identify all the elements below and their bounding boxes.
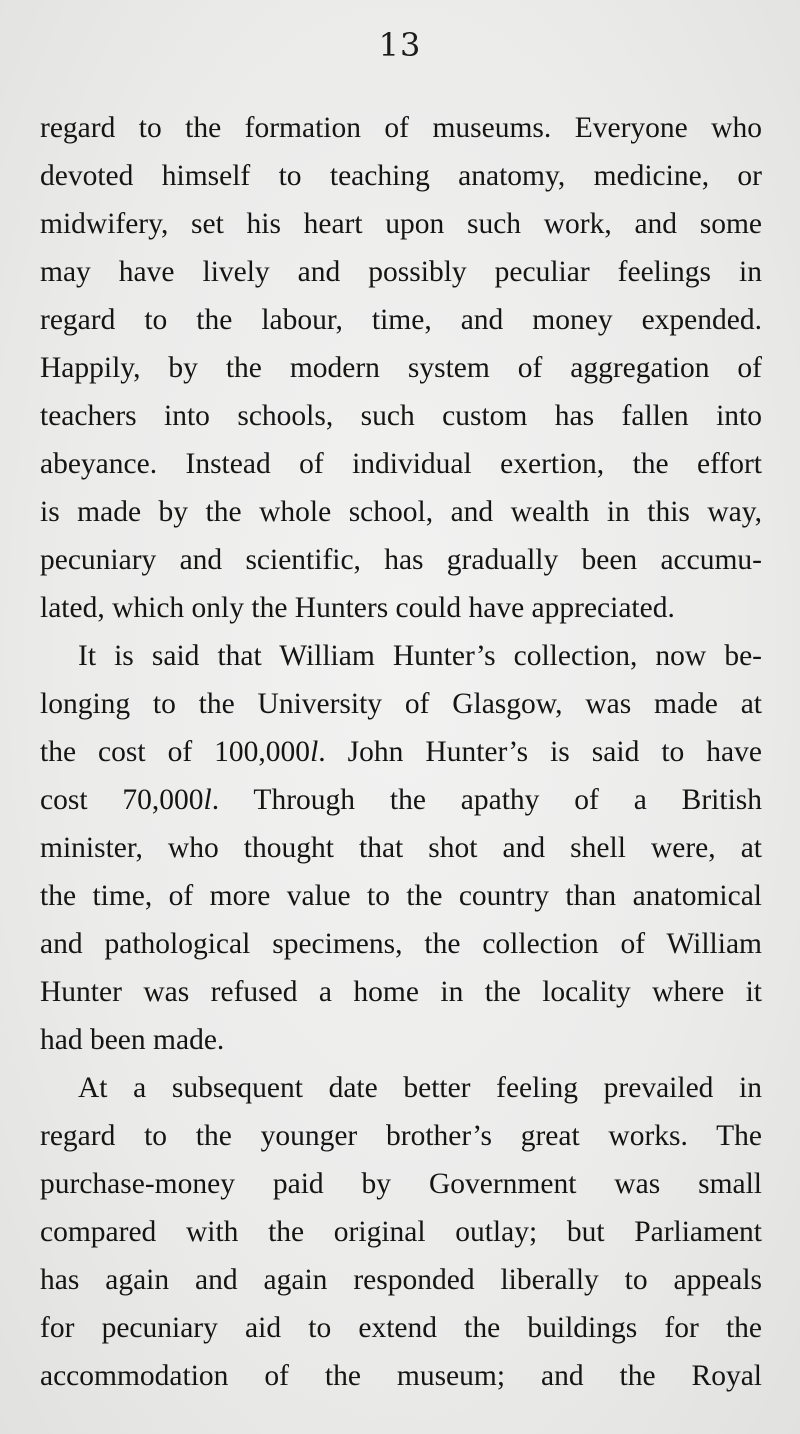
text-line: is made by the whole school, and wealth in this way,	[40, 496, 762, 528]
text-line: pecuniary and scientific, has gradually been accumu-	[40, 544, 762, 576]
text-line: lated, which only the Hunters could have appreciated.	[40, 592, 675, 624]
body-text	[40, 104, 762, 1400]
text-line: Happily, by the modern system of aggregation of	[40, 352, 762, 384]
text-line: may have lively and possibly peculiar feelings in	[40, 256, 762, 288]
paragraph	[40, 632, 762, 1064]
text-line: purchase-money paid by Government was small	[40, 1168, 762, 1200]
text-line: the cost of 100,000l. John Hunter’s is said to have	[40, 736, 762, 768]
text-line: for pecuniary aid to extend the buildings for the	[40, 1312, 762, 1344]
text-line: compared with the original outlay; but Parliament	[40, 1216, 762, 1248]
text-line: had been made.	[40, 1024, 225, 1056]
text-line: regard to the formation of museums. Everyone who	[40, 112, 762, 144]
paragraph	[40, 104, 762, 632]
text-line: It is said that William Hunter’s collection, now be-	[78, 640, 762, 672]
text-line: minister, who thought that shot and shell were, at	[40, 832, 762, 864]
text-line: has again and again responded liberally to appeals	[40, 1264, 762, 1296]
text-line: At a subsequent date better feeling prevailed in	[78, 1072, 762, 1104]
text-line: longing to the University of Glasgow, was made at	[40, 688, 762, 720]
text-line: midwifery, set his heart upon such work, and some	[40, 208, 762, 240]
text-line: teachers into schools, such custom has fallen into	[40, 400, 762, 432]
text-line: regard to the labour, time, and money expended.	[40, 304, 762, 336]
text-line: and pathological specimens, the collection of William	[40, 928, 762, 960]
text-line: cost 70,000l. Through the apathy of a British	[40, 784, 762, 816]
page-number: 13	[378, 26, 422, 64]
text-line: accommodation of the museum; and the Royal	[40, 1360, 762, 1392]
text-line: devoted himself to teaching anatomy, medicine, or	[40, 160, 762, 192]
text-line: Hunter was refused a home in the locality where it	[40, 976, 762, 1008]
text-line: regard to the younger brother’s great works. The	[40, 1120, 762, 1152]
text-line: abeyance. Instead of individual exertion, the effort	[40, 448, 762, 480]
paragraph	[40, 1064, 762, 1400]
text-line: the time, of more value to the country than anatomical	[40, 880, 762, 912]
